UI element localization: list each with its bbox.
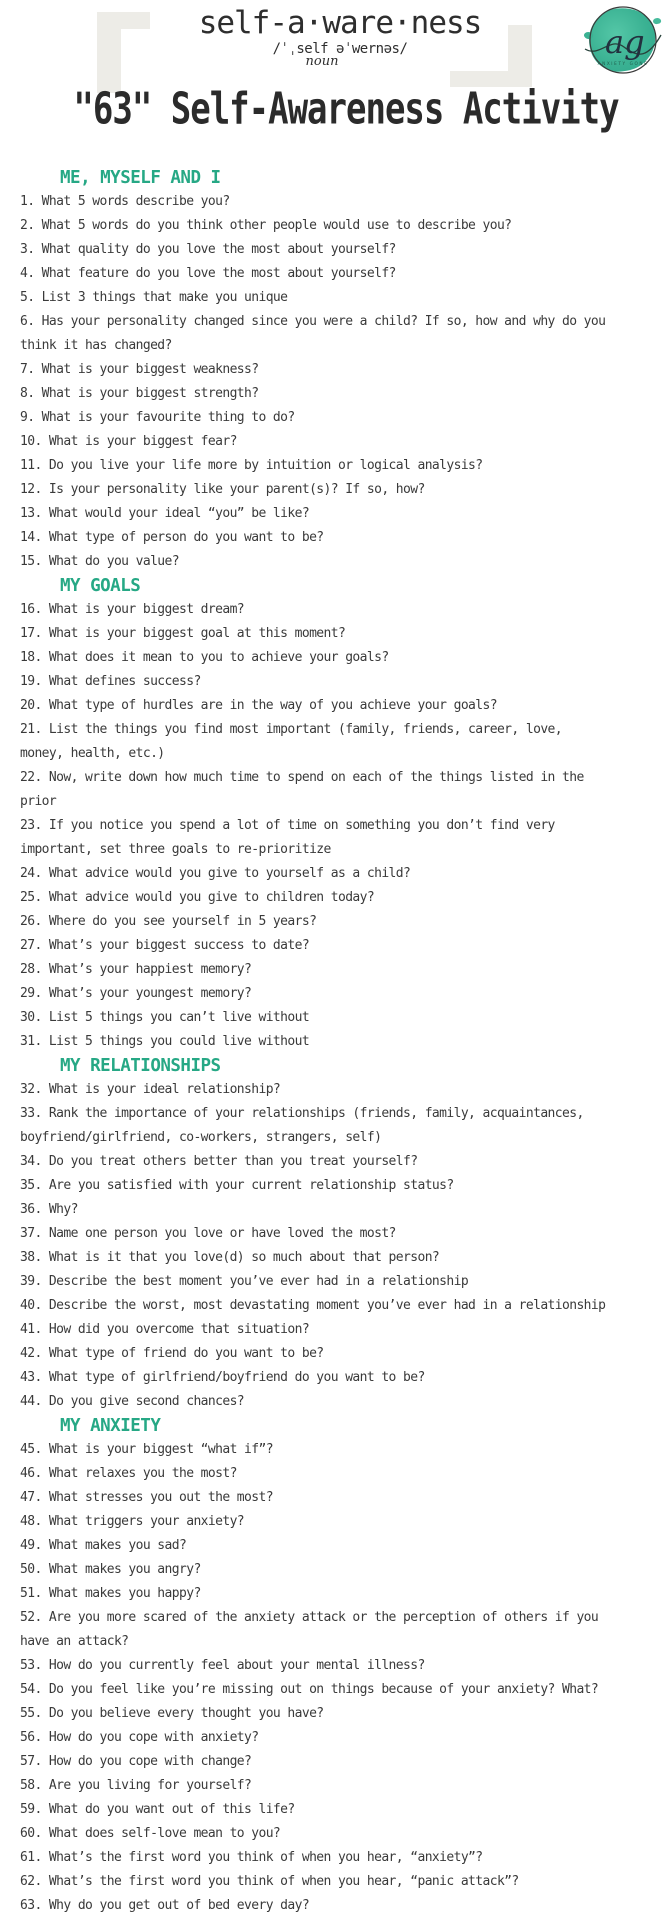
question-item: 29. What’s your youngest memory? [20,986,252,1001]
question-item: 15. What do you value? [20,554,179,569]
question-item: 52. Are you more scared of the anxiety attack or the perception of others if you have an attack? [20,1610,599,1649]
question-item: 28. What’s your happiest memory? [20,962,252,977]
section-heading: MY RELATIONSHIPS [60,1056,221,1076]
question-item: 19. What defines success? [20,674,201,689]
question-item: 62. What’s the first word you think of when you hear, “panic attack”? [20,1874,519,1889]
question-item: 45. What is your biggest “what if”? [20,1442,273,1457]
question-item: 57. How do you cope with change? [20,1754,252,1769]
logo-monogram-art [584,2,662,80]
question-item: 40. Describe the worst, most devastating moment you’ve ever had in a relationship [20,1298,606,1313]
question-item: 34. Do you treat others better than you treat yourself? [20,1154,418,1169]
section-heading: MY ANXIETY [60,1416,161,1436]
question-item: 31. List 5 things you could live without [20,1034,310,1049]
question-item: 37. Name one person you love or have loved the most? [20,1226,396,1241]
question-item: 5. List 3 things that make you unique [20,290,288,305]
logo-monogram: ag [605,23,645,61]
question-item: 44. Do you give second chances? [20,1394,245,1409]
question-item: 7. What is your biggest weakness? [20,362,259,377]
logo-arc-text: ANXIETY GONE [597,61,649,66]
question-item: 30. List 5 things you can’t live without [20,1010,310,1025]
question-item: 23. If you notice you spend a lot of time on something you don’t find very important, set three goals to re-prioritize [20,818,555,857]
question-item: 32. What is your ideal relationship? [20,1082,281,1097]
section-heading: ME, MYSELF AND I [60,168,221,188]
question-item: 36. Why? [20,1202,78,1217]
question-item: 25. What advice would you give to children today? [20,890,375,905]
question-item: 8. What is your biggest strength? [20,386,259,401]
question-item: 17. What is your biggest goal at this moment? [20,626,346,641]
question-item: 13. What would your ideal “you” be like? [20,506,310,521]
question-item: 1. What 5 words describe you? [20,194,230,209]
question-item: 4. What feature do you love the most about yourself? [20,266,396,281]
question-item: 41. How did you overcome that situation? [20,1322,310,1337]
question-item: 33. Rank the importance of your relationships (friends, family, acquaintances, boyfriend/girlfriend, co-workers, strangers, self) [20,1106,584,1145]
question-item: 18. What does it mean to you to achieve your goals? [20,650,389,665]
question-item: 46. What relaxes you the most? [20,1466,237,1481]
question-item: 51. What makes you happy? [20,1586,201,1601]
question-item: 61. What’s the first word you think of when you hear, “anxiety”? [20,1850,483,1865]
brand-logo [584,2,662,80]
question-item: 27. What’s your biggest success to date? [20,938,310,953]
question-item: 24. What advice would you give to yourself as a child? [20,866,411,881]
question-item: 39. Describe the best moment you’ve ever had in a relationship [20,1274,469,1289]
question-item: 16. What is your biggest dream? [20,602,245,617]
question-item: 60. What does self-love mean to you? [20,1826,281,1841]
question-item: 12. Is your personality like your parent(s)? If so, how? [20,482,425,497]
definition-word: self-a·ware·ness [198,5,482,41]
question-item: 53. How do you currently feel about your mental illness? [20,1658,425,1673]
question-item: 14. What type of person do you want to be? [20,530,324,545]
pronunciation: /ˈˌself əˈwernəs/ [272,41,408,57]
question-item: 56. How do you cope with anxiety? [20,1730,259,1745]
question-item: 20. What type of hurdles are in the way of you achieve your goals? [20,698,497,713]
question-item: 26. Where do you see yourself in 5 years? [20,914,317,929]
question-item: 6. Has your personality changed since you were a child? If so, how and why do you think it has changed? [20,314,606,353]
question-item: 35. Are you satisfied with your current relationship status? [20,1178,454,1193]
question-item: 48. What triggers your anxiety? [20,1514,245,1529]
page-title: "63" Self-Awareness Activity [73,84,619,136]
question-item: 22. Now, write down how much time to spend on each of the things listed in the prior [20,770,584,809]
question-item: 3. What quality do you love the most about yourself? [20,242,396,257]
question-item: 43. What type of girlfriend/boyfriend do you want to be? [20,1370,425,1385]
question-item: 54. Do you feel like you’re missing out on things because of your anxiety? What? [20,1682,599,1697]
question-item: 38. What is it that you love(d) so much about that person? [20,1250,440,1265]
question-item: 49. What makes you sad? [20,1538,187,1553]
question-item: 10. What is your biggest fear? [20,434,237,449]
question-item: 63. Why do you get out of bed every day? [20,1898,310,1913]
question-item: 21. List the things you find most important (family, friends, career, love, money, health, etc.) [20,722,563,761]
question-item: 42. What type of friend do you want to be? [20,1346,324,1361]
question-item: 9. What is your favourite thing to do? [20,410,295,425]
question-item: 47. What stresses you out the most? [20,1490,273,1505]
question-item: 2. What 5 words do you think other people would use to describe you? [20,218,512,233]
question-item: 58. Are you living for yourself? [20,1778,252,1793]
part-of-speech-label: noun [305,54,339,69]
section-heading: MY GOALS [60,576,141,596]
question-item: 59. What do you want out of this life? [20,1802,295,1817]
question-item: 50. What makes you angry? [20,1562,201,1577]
question-item: 11. Do you live your life more by intuition or logical analysis? [20,458,483,473]
question-list [20,166,608,1918]
question-item: 55. Do you believe every thought you have? [20,1706,324,1721]
